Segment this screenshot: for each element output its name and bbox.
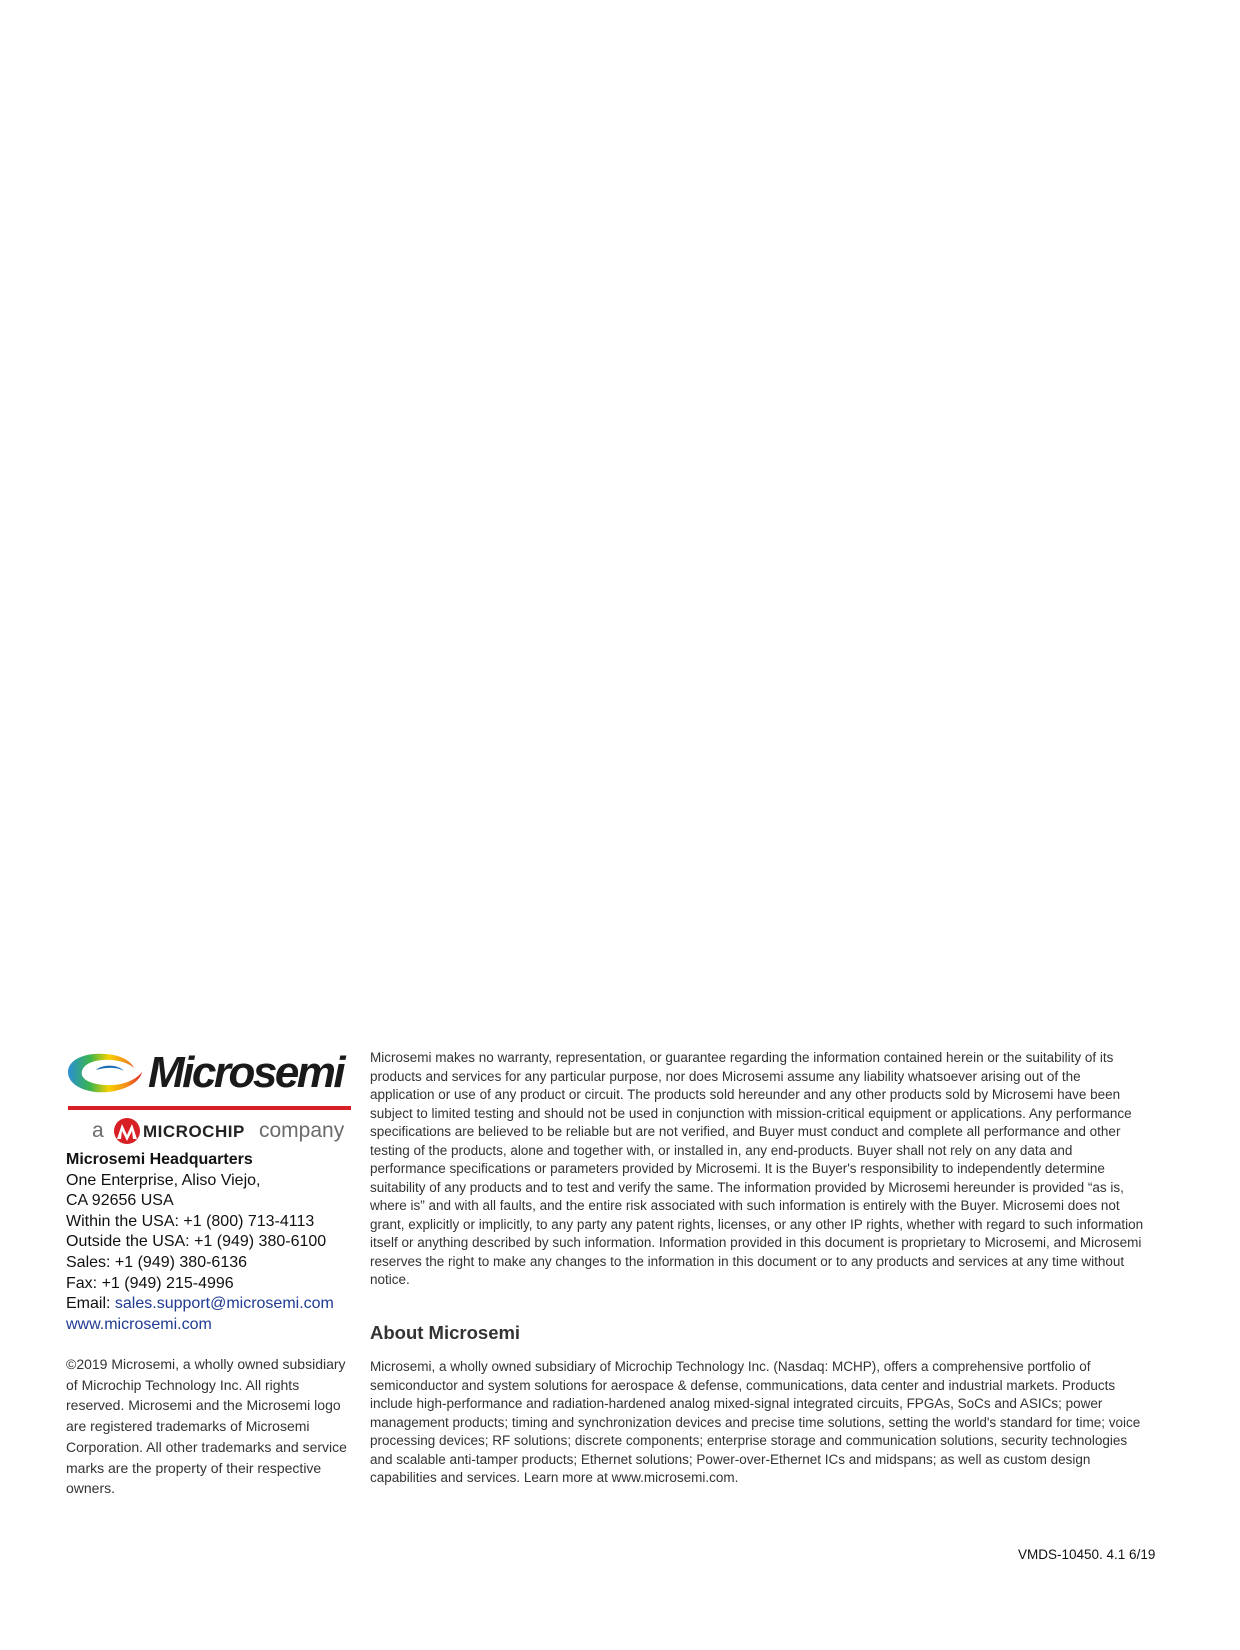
address-line-2: CA 92656 USA [66, 1192, 174, 1210]
email-label: Email: [66, 1295, 115, 1313]
headquarters-heading: Microsemi Headquarters [66, 1151, 253, 1168]
tagline-company: company [259, 1119, 345, 1142]
phone-sales: Sales: +1 (949) 380-6136 [66, 1253, 248, 1271]
website-link[interactable]: www.microsemi.com [66, 1315, 212, 1333]
fax-number: Fax: +1 (949) 215-4996 [66, 1274, 234, 1292]
copyright-notice: ©2019 Microsemi, a wholly owned subsidiary of Microchip Technology Inc. All rights reserved. Microsemi and the Microsemi logo are registered trademarks of Microsemi Corporation. All other trademarks and service marks are the property of their respective owners. [66, 1356, 347, 1497]
tagline-a: a [92, 1119, 104, 1142]
disclaimer-text: Microsemi makes no warranty, representation, or guarantee regarding the information contained herein or the suitability of its products and services for any particular purpose, nor does Microsemi assume any liability whatsoever arising out of the application or use of any product or circuit. The products sold hereunder and any other products sold by Microsemi have been subject to limited testing and should not be used in conjunction with mission-critical equipment or applications. Any performance specifications are believed to be reliable but are not verified, and Buyer must conduct and complete all performance and other testing of the products, alone and together with, or installed in, any end-products. Buyer shall not rely on any data and performance specifications or parameters provided by Microsemi. It is the Buyer's responsibility to independently determine suitability of any products and to test and verify the same. The information provided by Microsemi hereunder is provided “as is, where is” and with all faults, and the entire risk associated with such information is entirely with the Buyer. Microsemi does not grant, explicitly or implicitly, to any party any patent rights, licenses, or any other IP rights, whether with regard to such information itself or anything described by such information. Information provided in this document is proprietary to Microsemi, and Microsemi reserves the right to make any changes to the information in this document or to any products and services at any time without notice. [370, 1050, 1144, 1287]
logo-red-rule [68, 1106, 351, 1110]
email-link[interactable]: sales.support@microsemi.com [114, 1295, 334, 1313]
phone-outside-usa: Outside the USA: +1 (949) 380-6100 [66, 1233, 327, 1251]
tagline-microchip: MICROCHIP [143, 1122, 245, 1141]
document-number: VMDS-10450. 4.1 6/19 [1018, 1547, 1156, 1562]
about-text: Microsemi, a wholly owned subsidiary of Microchip Technology Inc. (Nasdaq: MCHP), offers a comprehensive portfolio of semiconductor and system solutions for aerospace & defense, communications, data center and industrial markets. Products include high-performance and radiation-hardened analog mixed-signal integrated circuits, FPGAs, SoCs and ASICs; power management products; timing and synchronization devices and precise time solutions, setting the world's standard for time; voice processing devices; RF solutions; discrete components; enterprise storage and communication solutions, security technologies and scalable anti-tamper products; Ethernet solutions; Power-over-Ethernet ICs and midspans; as well as custom design capabilities and services. Learn more at www.microsemi.com. [370, 1359, 1141, 1485]
microchip-mark-icon [112, 1117, 142, 1145]
microsemi-wordmark: Microsemi [148, 1048, 344, 1097]
contact-block [66, 1150, 356, 1335]
phone-within-usa: Within the USA: +1 (800) 713-4113 [66, 1212, 315, 1230]
address-line-1: One Enterprise, Aliso Viejo, [66, 1171, 261, 1189]
about-heading: About Microsemi [370, 1322, 521, 1343]
email-line [66, 1294, 356, 1315]
microsemi-logo [66, 1050, 351, 1156]
microsemi-swoosh-icon [66, 1050, 144, 1100]
